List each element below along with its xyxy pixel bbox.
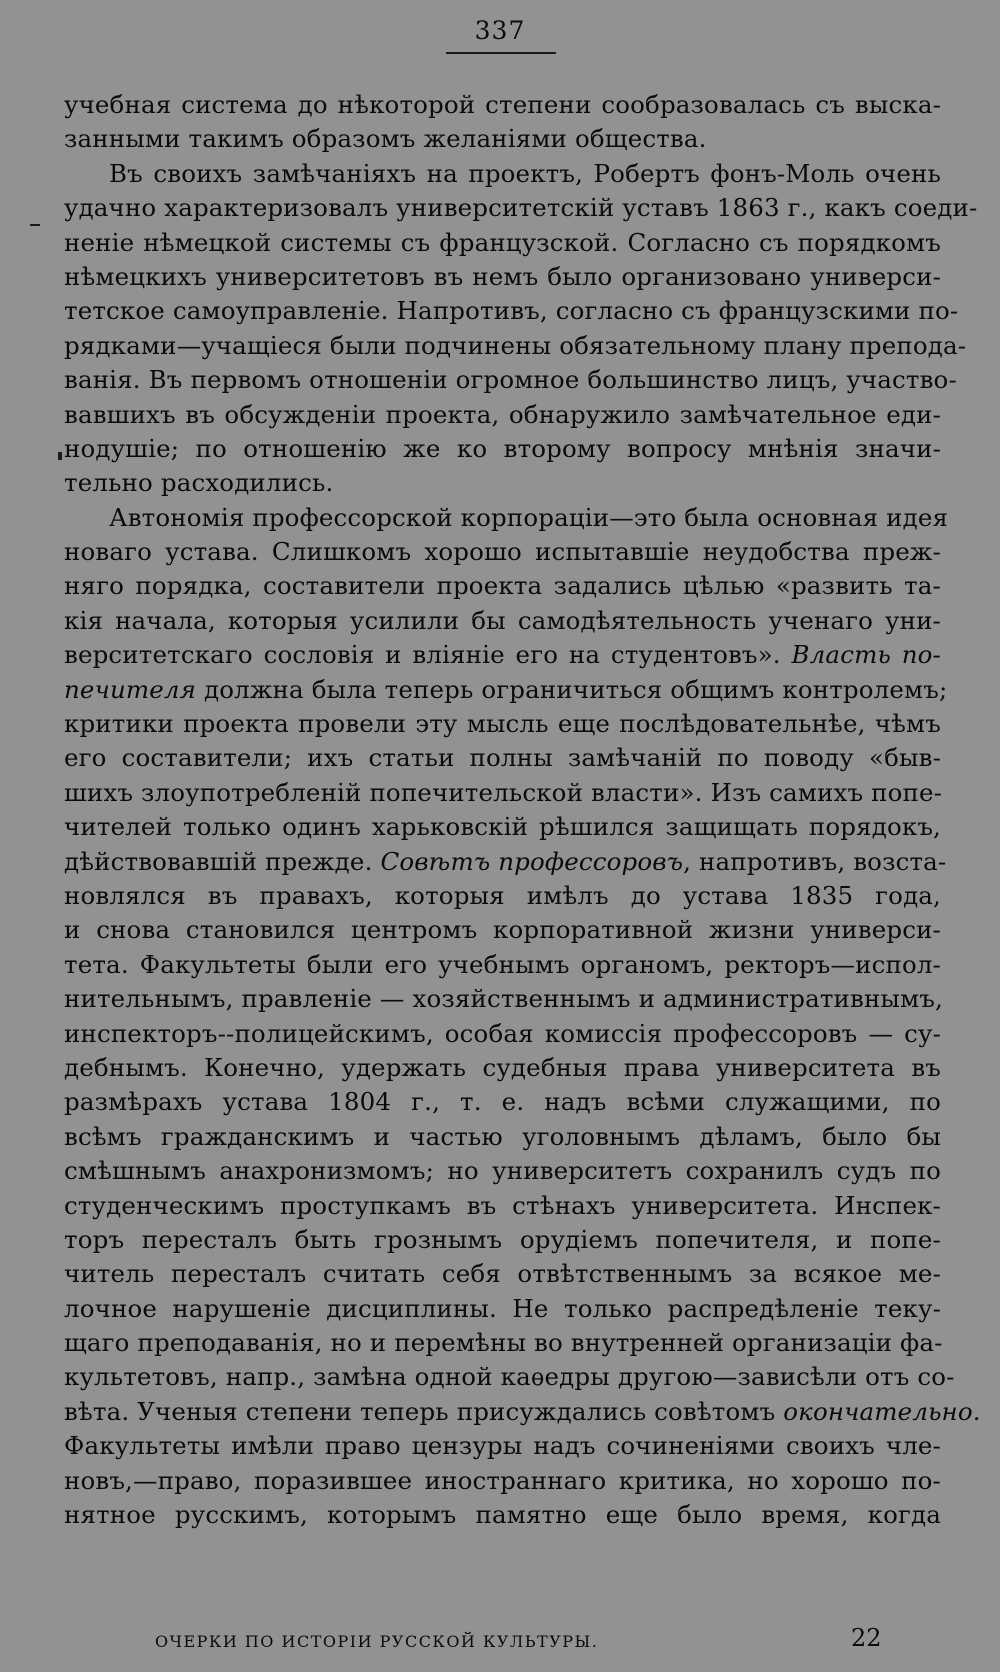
text-line bbox=[64, 879, 941, 913]
text-line bbox=[64, 191, 978, 225]
text-segment: тета. Факультеты были его учебнымъ органомъ, ректоръ—испол- bbox=[64, 949, 941, 979]
text-segment: лочное нарушеніе дисциплины. Не только распредѣленіе теку- bbox=[64, 1293, 941, 1323]
text-segment: новъ,—право, поразившее иностраннаго критика, но хорошо по- bbox=[64, 1465, 941, 1495]
text-segment: культетовъ, напр., замѣна одной каѳедры другою—зависѣли отъ со- bbox=[64, 1362, 955, 1392]
text-segment: няго порядка, составители проекта задались цѣлью «развить та- bbox=[64, 571, 941, 601]
text-line bbox=[64, 122, 941, 156]
text-segment: нѣмецкихъ университетовъ въ немъ было организовано универси- bbox=[64, 261, 941, 291]
text-segment: нятное русскимъ, которымъ памятно еще было время, когда bbox=[64, 1500, 941, 1530]
text-segment: студенческимъ проступкамъ въ стѣнахъ университета. Инспек- bbox=[64, 1190, 941, 1220]
text-segment: вѣта. Ученыя степени теперь присуждались совѣтомъ bbox=[64, 1396, 776, 1426]
text-line bbox=[64, 329, 967, 363]
text-line bbox=[64, 1257, 941, 1291]
text-segment: инспекторъ--полицейскимъ, особая комиссія профессоровъ — су- bbox=[64, 1018, 941, 1048]
text-segment: Факультеты имѣли право цензуры надъ сочиненіями своихъ чле- bbox=[64, 1431, 941, 1461]
text-segment: Автономія профессорской корпораціи—это была основная идея bbox=[109, 502, 949, 532]
text-line bbox=[64, 1292, 941, 1326]
text-segment: удачно характеризовалъ университетскій уставъ 1863 г., какъ соеди- bbox=[64, 193, 978, 223]
text-segment: смѣшнымъ анахронизмомъ; но университетъ сохранилъ судъ по bbox=[64, 1156, 941, 1186]
text-segment: рядками—учащіеся были подчинены обязательному плану преподa- bbox=[64, 330, 967, 360]
text-segment: занными такимъ образомъ желаніями общества. bbox=[64, 124, 707, 154]
text-line bbox=[64, 913, 941, 947]
text-segment: тетское самоуправленіе. Напротивъ, согласно съ французскими по- bbox=[64, 296, 959, 326]
text-line bbox=[64, 1429, 941, 1463]
text-line bbox=[64, 1464, 941, 1498]
text-segment: читель пересталъ считать себя отвѣтственнымъ за всякое ме- bbox=[64, 1259, 941, 1289]
text-segment: Совѣтъ профессоровъ bbox=[380, 846, 684, 876]
text-line bbox=[64, 1051, 941, 1085]
text-segment: печителя bbox=[64, 674, 197, 704]
text-segment: размѣрахъ устава 1804 г., т. е. надъ всѣми служащими, по bbox=[64, 1087, 941, 1117]
text-line bbox=[64, 1498, 941, 1532]
page-number-rule bbox=[446, 52, 556, 54]
text-segment: должна была теперь ограничиться общимъ контролемъ; bbox=[196, 674, 948, 704]
text-line bbox=[64, 776, 941, 810]
text-line bbox=[64, 673, 948, 707]
text-segment: шихъ злоупотребленій попечительской власти». Изъ самихъ попе- bbox=[64, 777, 943, 807]
text-line bbox=[64, 1189, 941, 1223]
text-line bbox=[64, 1120, 941, 1154]
text-line bbox=[64, 535, 941, 569]
text-line bbox=[64, 1017, 941, 1051]
text-line bbox=[64, 638, 941, 672]
text-segment: ванія. Въ первомъ отношеніи огромное большинство лицъ, участво- bbox=[64, 365, 957, 395]
signature-mark: 22 bbox=[851, 1624, 882, 1652]
text-segment: новлялся въ правахъ, которыя имѣлъ до устава 1835 года, bbox=[64, 880, 941, 910]
text-line bbox=[64, 157, 941, 191]
text-line bbox=[64, 226, 941, 260]
page-number: 337 bbox=[474, 16, 526, 45]
text-line bbox=[64, 432, 941, 466]
text-segment: всѣмъ гражданскимъ и частью уголовнымъ дѣламъ, было бы bbox=[64, 1121, 941, 1151]
text-line bbox=[64, 1085, 941, 1119]
text-line bbox=[64, 501, 949, 535]
text-segment: нодушіе; по отношенію же ко второму вопросу мнѣнія значи- bbox=[64, 433, 941, 463]
margin-mark bbox=[58, 452, 62, 460]
text-line bbox=[64, 1326, 941, 1360]
text-segment: дебнымъ. Конечно, удержать судебныя права университета въ bbox=[64, 1052, 941, 1082]
text-segment: тельно расходились. bbox=[64, 468, 334, 498]
text-segment: вавшихъ въ обсужденіи проекта, обнаружило замѣчательное еди- bbox=[64, 399, 941, 429]
text-line bbox=[64, 363, 957, 397]
body-text bbox=[64, 88, 981, 1532]
running-footer: ОЧЕРКИ ПО ИСТОРІИ РУССКОЙ КУЛЬТУРЫ. bbox=[155, 1632, 599, 1651]
text-line bbox=[64, 741, 941, 775]
text-line bbox=[64, 948, 941, 982]
text-segment: щаго преподаванія, но и перемѣны во внутренней организаціи фа- bbox=[64, 1328, 943, 1358]
text-line bbox=[64, 982, 941, 1016]
text-segment: окончательно. bbox=[783, 1396, 981, 1426]
text-line bbox=[64, 1154, 941, 1188]
text-segment: , напротивъ, возста- bbox=[683, 846, 947, 876]
text-segment: торъ пересталъ быть грознымъ орудіемъ попечителя, и попе- bbox=[64, 1224, 941, 1254]
text-segment: и снова становился центромъ корпоративной жизни универси- bbox=[64, 915, 941, 945]
text-line bbox=[64, 810, 941, 844]
text-segment: Власть по- bbox=[791, 640, 941, 670]
text-line bbox=[64, 260, 941, 294]
text-line bbox=[64, 294, 959, 328]
text-segment: учебная система до нѣкоторой степени сообразовалась съ выска- bbox=[64, 90, 941, 119]
text-line bbox=[64, 569, 941, 603]
text-line bbox=[64, 1360, 955, 1394]
text-segment: нительнымъ, правленіе — хозяйственнымъ и административнымъ, bbox=[64, 984, 943, 1014]
text-segment: Въ своихъ замѣчаніяхъ на проектъ, Робертъ фонъ-Моль очень bbox=[109, 158, 941, 188]
text-segment: кія начала, которыя усилили бы самодѣятельность ученаго уни- bbox=[64, 605, 941, 635]
text-segment: верситетскаго сословія и вліяніе его на студентовъ». bbox=[64, 640, 781, 670]
text-line bbox=[64, 1223, 941, 1257]
text-segment: критики проекта провели эту мысль еще послѣдовательнѣе, чѣмъ bbox=[64, 709, 941, 739]
text-line bbox=[64, 398, 941, 432]
text-line bbox=[64, 1395, 981, 1429]
text-segment: его составители; ихъ статьи полны замѣчаній по поводу «быв- bbox=[64, 743, 941, 773]
text-segment: чителей только одинъ харьковскій рѣшился защищать порядокъ, bbox=[64, 812, 941, 842]
text-line bbox=[64, 707, 941, 741]
text-line bbox=[64, 466, 941, 500]
text-line bbox=[64, 845, 947, 879]
text-segment: неніе нѣмецкой системы съ французской. Согласно съ порядкомъ bbox=[64, 227, 941, 257]
text-line bbox=[64, 88, 941, 122]
text-line bbox=[64, 604, 941, 638]
text-segment: дѣйствовавшій прежде. bbox=[64, 846, 373, 876]
text-segment: новаго устава. Слишкомъ хорошо испытавшіе неудобства преж- bbox=[64, 537, 941, 567]
margin-mark bbox=[30, 224, 40, 226]
